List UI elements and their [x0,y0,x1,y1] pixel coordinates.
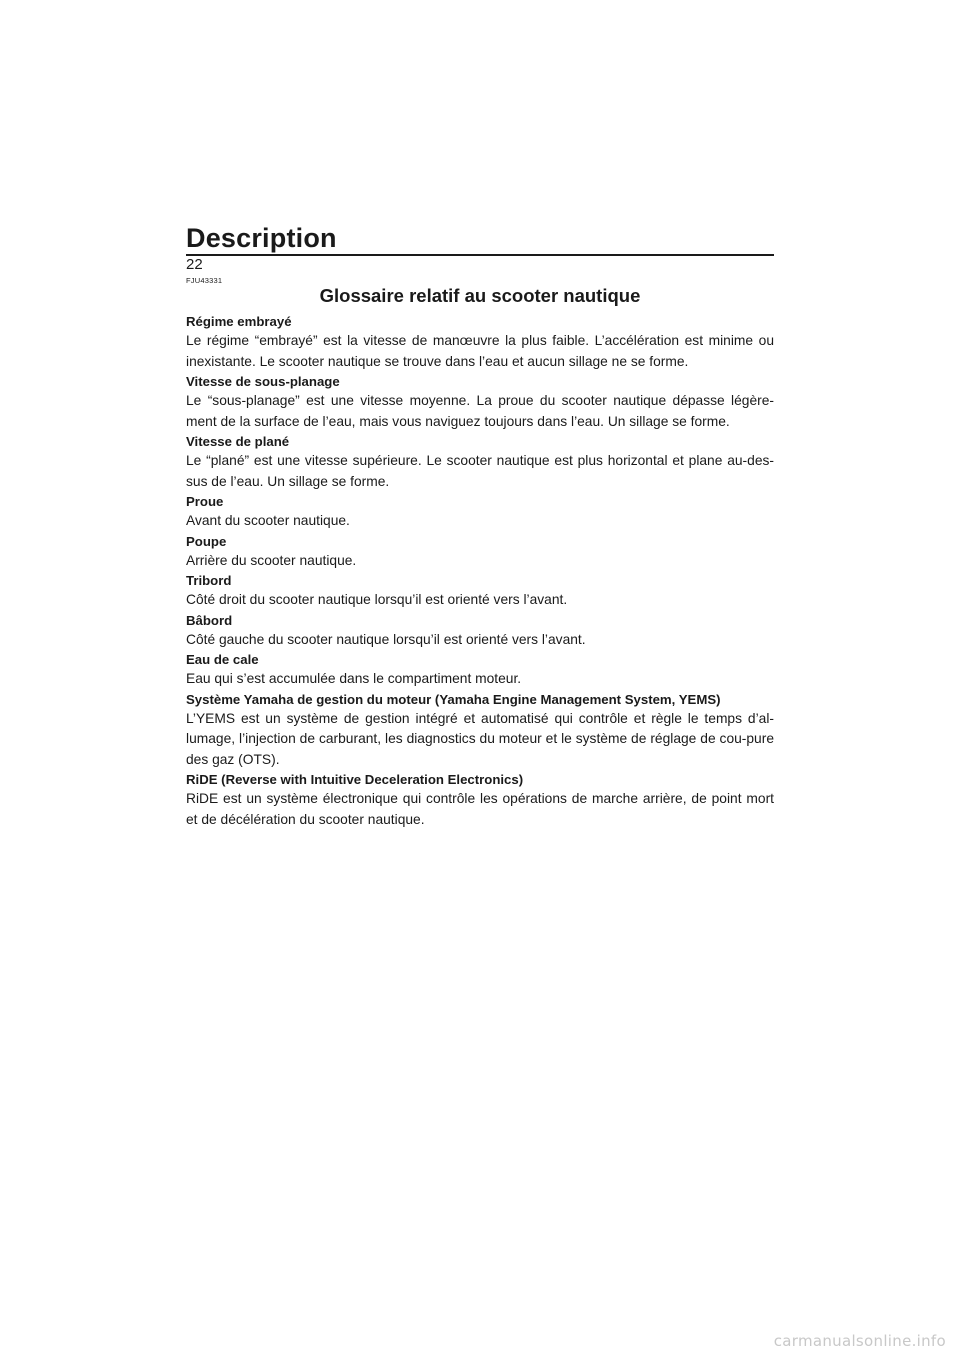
glossary-definition: Le “plané” est une vitesse supérieure. Le scooter nautique est plus horizontal et plane au-des-sus de l’eau. Un sillage se forme. [186,453,774,489]
glossary-term: Eau de cale [186,652,259,667]
glossary-section [186,276,774,831]
glossary-definition: Côté droit du scooter nautique lorsqu’il est orienté vers l’avant. [186,592,568,607]
glossary-entry [186,691,774,771]
glossary-definition: Avant du scooter nautique. [186,513,350,528]
section-title: Description [186,223,337,253]
reference-code: FJU43331 [186,276,223,285]
glossary-definition: Côté gauche du scooter nautique lorsqu’il est orienté vers l’avant. [186,631,586,647]
glossary-definition: RiDE est un système électronique qui contrôle les opérations de marche arrière, de point mort et de décélération du scooter nautique. [186,791,774,827]
glossary-term: Régime embrayé [186,314,292,329]
glossary-entry [186,373,774,432]
glossary-definition: Le régime “embrayé” est la vitesse de manœuvre la plus faible. L’accélération est minime ou inexistante. Le scooter nautique se trouve dans l’eau et aucun sillage ne se forme. [186,333,774,369]
glossary-entry [186,651,774,690]
glossary-term: RiDE (Reverse with Intuitive Deceleration Electronics) [186,772,524,787]
glossary-entry [186,612,774,651]
glossary-entry [186,572,774,611]
glossary-definition: Le “sous-planage” est une vitesse moyenne. La proue du scooter nautique dépasse légère-ment de la surface de l’eau, mais vous naviguez toujours dans l’eau. Un sillage se forme. [186,393,774,429]
glossary-term: Système Yamaha de gestion du moteur (Yamaha Engine Management System, YEMS) [186,691,721,707]
glossary-entry [186,493,774,532]
page-header [186,222,774,256]
glossary-definition: L’YEMS est un système de gestion intégré et automatisé qui contrôle et règle le temps d’al-lumage, l’injection de carburant, les diagnostics du moteur et le système de réglage de cou-pure des gaz (OTS). [186,710,774,767]
glossary-entry [186,533,774,572]
page-number: 22 [186,256,203,273]
glossary-definition: Eau qui s’est accumulée dans le compartiment moteur. [186,671,522,686]
watermark: carmanualsonline.info [773,1332,946,1350]
glossary-term: Proue [186,494,224,509]
glossary-entry [186,433,774,492]
glossary-term: Tribord [186,573,232,588]
glossary-title: Glossaire relatif au scooter nautique [319,285,641,306]
glossary-term: Vitesse de plané [186,434,290,449]
glossary-entry [186,771,774,830]
glossary-term: Poupe [186,533,227,549]
glossary-definition: Arrière du scooter nautique. [186,552,357,568]
header-rule [186,254,774,256]
glossary-entry [186,313,774,372]
glossary-term: Vitesse de sous-planage [186,374,340,389]
glossary-term: Bâbord [186,612,233,628]
